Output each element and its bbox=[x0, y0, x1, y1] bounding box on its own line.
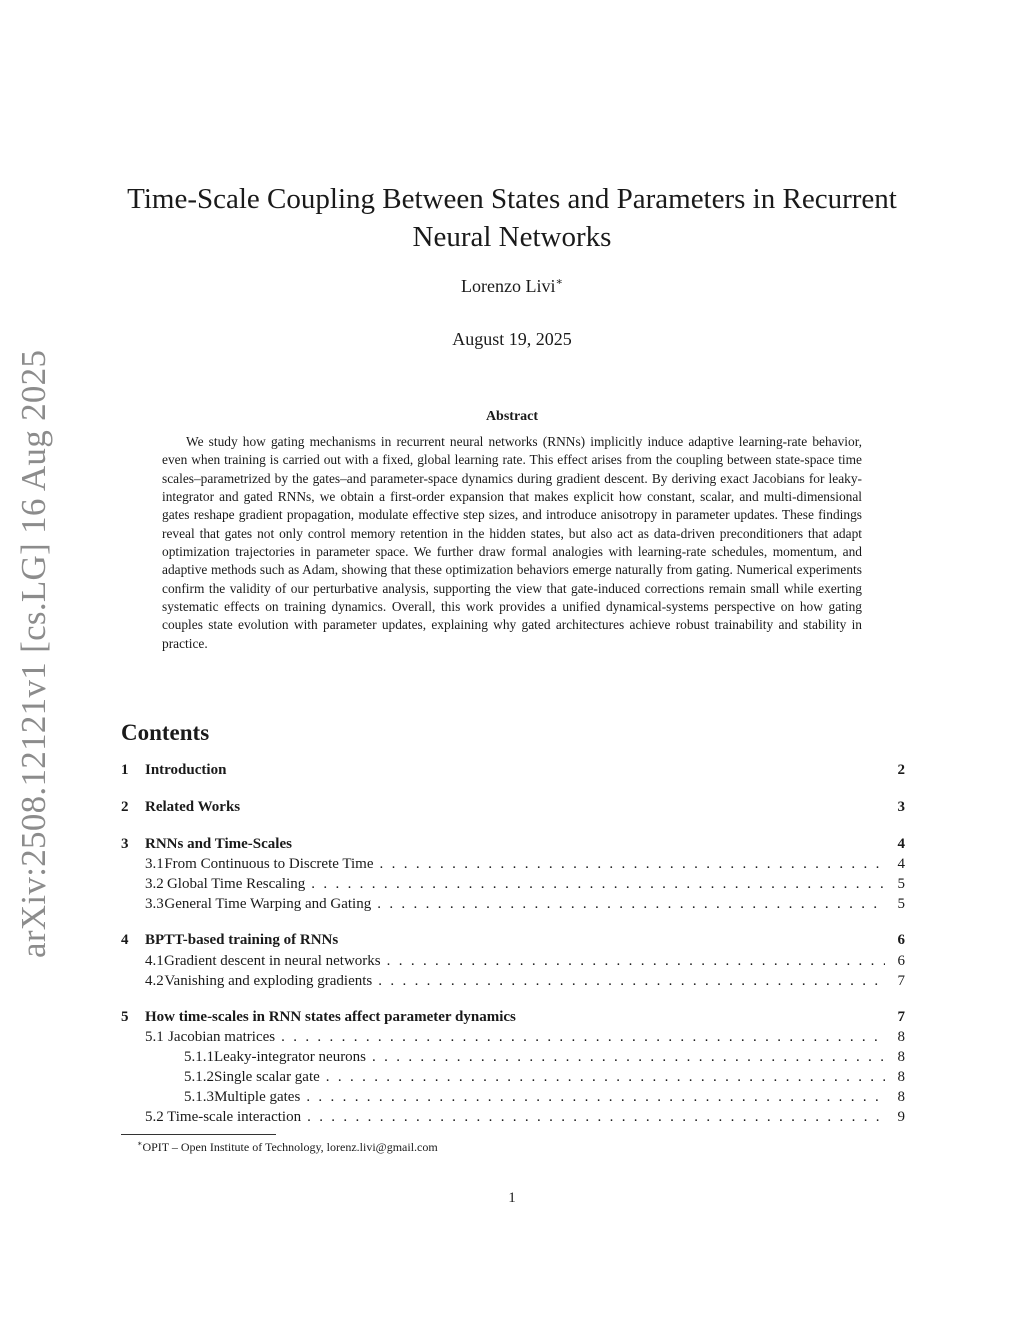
page-number: 1 bbox=[508, 1190, 516, 1206]
toc-entry-number: 5.1.1 bbox=[184, 1049, 214, 1065]
toc-dot-leader bbox=[377, 896, 885, 913]
title-line-1: Time-Scale Coupling Between States and Parameters in Recurrent bbox=[127, 183, 897, 215]
toc-entry-page: 8 bbox=[897, 1049, 905, 1065]
toc-entry-introduction[interactable] bbox=[121, 762, 905, 782]
toc-entry-title: Jacobian matrices bbox=[168, 1029, 276, 1045]
author-name: Lorenzo Livi bbox=[461, 276, 556, 296]
toc-entry-page: 4 bbox=[897, 836, 905, 852]
toc-entry-title: From Continuous to Discrete Time bbox=[164, 856, 374, 872]
paper-title bbox=[100, 180, 924, 256]
toc-entry-title: How time-scales in RNN states affect parameter dynamics bbox=[145, 1009, 516, 1025]
toc-entry-number: 2 bbox=[121, 799, 129, 815]
toc-entry-title: Related Works bbox=[145, 799, 241, 815]
toc-entry-page: 8 bbox=[897, 1089, 905, 1105]
toc-entry-page: 6 bbox=[897, 953, 905, 969]
toc-dot-leader bbox=[307, 1109, 885, 1126]
toc-entry-page: 6 bbox=[897, 932, 905, 948]
toc-entry-number: 4.1 bbox=[145, 953, 164, 969]
footnote bbox=[137, 1139, 438, 1155]
toc-dot-leader bbox=[380, 856, 885, 873]
toc-entry-vanishing-exploding[interactable] bbox=[121, 973, 905, 993]
toc-entry-number: 5.1.3 bbox=[184, 1089, 214, 1105]
toc-dot-leader bbox=[378, 973, 885, 990]
toc-dot-leader bbox=[387, 953, 885, 970]
toc-entry-page: 5 bbox=[897, 896, 905, 912]
abstract-heading: Abstract bbox=[485, 409, 539, 424]
toc-entry-rnns-and-time-scales[interactable] bbox=[121, 836, 905, 856]
toc-dot-leader bbox=[281, 1029, 885, 1046]
toc-entry-title: Introduction bbox=[145, 762, 227, 778]
toc-entry-page: 7 bbox=[897, 973, 905, 989]
toc-entry-number: 5.1.2 bbox=[184, 1069, 214, 1085]
toc-entry-page: 4 bbox=[897, 856, 905, 872]
abstract-text: We study how gating mechanisms in recurrent neural networks (RNNs) implicitly induce adaptive learning-rate behavior, even when training is carried out with a fixed, global learning rate. This effect arises from the coupling between state-space time scales–parametrized by the gates–and parameter-space dynamics during gradient descent. By deriving exact Jacobians for leaky-integrator and gated RNNs, we obtain a first-order expansion that makes explicit how constant, scalar, and multi-dimensional gates reshape gradient propagation, modulate effective step sizes, and introduce anisotropy in parameter updates. These findings reveal that gates not only control memory retention in the hidden states, but also act as data-driven preconditioners that adapt optimization trajectories in parameter space. We further draw formal analogies with learning-rate schedules, momentum, and adaptive methods such as Adam, showing that these optimization behaviors emerge naturally from gating. Numerical experiments confirm the validity of our perturbative analysis, supporting the view that gate-induced corrections remain small while exerting systematic effects on training dynamics. Overall, this work provides a unified dynamical-systems perspective on how gating couples state evolution with parameter updates, explaining why gated architectures achieve robust trainability and stability in practice. bbox=[162, 434, 862, 651]
toc-entry-title: Leaky-integrator neurons bbox=[214, 1049, 367, 1065]
toc-dot-leader bbox=[311, 876, 885, 893]
toc-entry-number: 3.2 bbox=[145, 876, 164, 892]
toc-entry-number: 5.2 bbox=[145, 1109, 164, 1125]
toc-entry-title: Gradient descent in neural networks bbox=[164, 953, 381, 969]
toc-entry-page: 8 bbox=[897, 1069, 905, 1085]
toc-entry-multiple-gates[interactable] bbox=[121, 1089, 905, 1109]
toc-entry-number: 1 bbox=[121, 762, 129, 778]
toc-entry-title: RNNs and Time-Scales bbox=[145, 836, 292, 852]
toc-entry-title: General Time Warping and Gating bbox=[164, 896, 372, 912]
toc-dot-leader bbox=[326, 1069, 885, 1086]
publication-date: August 19, 2025 bbox=[452, 329, 572, 349]
author bbox=[0, 275, 1024, 297]
toc-entry-number: 5 bbox=[121, 1009, 129, 1025]
toc-entry-number: 4 bbox=[121, 932, 129, 948]
toc-dot-leader bbox=[372, 1049, 885, 1066]
footnote-text: OPIT – Open Institute of Technology, lorenz.livi@gmail.com bbox=[142, 1140, 438, 1154]
toc-entry-number: 3 bbox=[121, 836, 129, 852]
toc-entry-single-scalar-gate[interactable] bbox=[121, 1069, 905, 1089]
toc-entry-time-scales-parameter-dynamics[interactable] bbox=[121, 1009, 905, 1029]
toc-entry-time-scale-interaction[interactable] bbox=[121, 1109, 905, 1129]
toc-entry-title: Global Time Rescaling bbox=[166, 876, 306, 892]
toc-entry-time-warping-gating[interactable] bbox=[121, 896, 905, 916]
toc-entry-bptt-training[interactable] bbox=[121, 932, 905, 952]
footnote-rule bbox=[121, 1134, 276, 1135]
title-line-2: Neural Networks bbox=[412, 221, 612, 253]
toc-entry-page: 9 bbox=[897, 1109, 905, 1125]
toc-entry-number: 4.2 bbox=[145, 973, 164, 989]
toc-entry-page: 8 bbox=[897, 1029, 905, 1045]
toc-entry-number: 3.3 bbox=[145, 896, 164, 912]
toc-entry-title: Vanishing and exploding gradients bbox=[164, 973, 373, 989]
contents-heading: Contents bbox=[121, 720, 210, 745]
toc-entry-page: 2 bbox=[897, 762, 905, 778]
toc-entry-title: BPTT-based training of RNNs bbox=[145, 932, 339, 948]
toc-entry-related-works[interactable] bbox=[121, 799, 905, 819]
toc-entry-page: 5 bbox=[897, 876, 905, 892]
footnote-mark: ∗ bbox=[137, 1139, 143, 1148]
toc-entry-leaky-integrator[interactable] bbox=[121, 1049, 905, 1069]
toc-entry-continuous-to-discrete[interactable] bbox=[121, 856, 905, 876]
toc-entry-jacobian-matrices[interactable] bbox=[121, 1029, 905, 1049]
toc-entry-number: 3.1 bbox=[145, 856, 164, 872]
toc-entry-title: Single scalar gate bbox=[214, 1069, 320, 1085]
toc-dot-leader bbox=[306, 1089, 885, 1106]
toc-entry-title: Time-scale interaction bbox=[167, 1109, 302, 1125]
author-footnote-mark: ∗ bbox=[555, 276, 563, 288]
arxiv-identifier-stamp: arXiv:2508.12121v1 [cs.LG] 16 Aug 2025 bbox=[14, 349, 53, 958]
toc-entry-page: 3 bbox=[897, 799, 905, 815]
toc-entry-number: 5.1 bbox=[145, 1029, 164, 1045]
toc-entry-title: Multiple gates bbox=[214, 1089, 301, 1105]
toc-entry-gradient-descent[interactable] bbox=[121, 953, 905, 973]
toc-entry-page: 7 bbox=[897, 1009, 905, 1025]
toc-entry-global-time-rescaling[interactable] bbox=[121, 876, 905, 896]
